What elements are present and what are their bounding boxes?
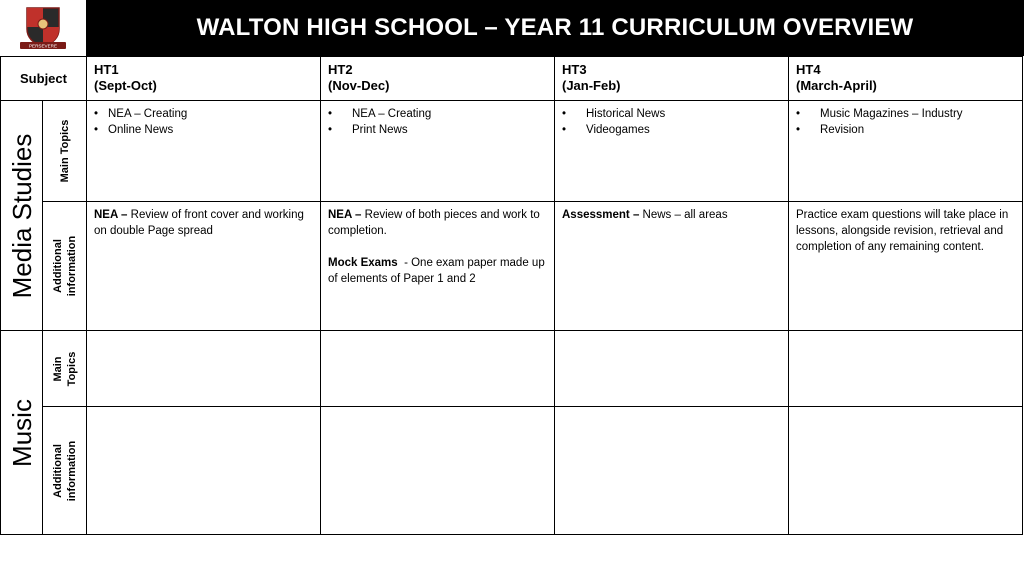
media-subject-cell xyxy=(1,101,43,331)
media-ht2-topics xyxy=(321,101,555,202)
info-text: Review of front cover and working on double Page spread xyxy=(94,209,304,237)
subject-header: Subject xyxy=(1,57,87,101)
label-line: Topics xyxy=(65,351,78,386)
term-months: (Jan-Feb) xyxy=(562,78,621,93)
list-item: • Historical News xyxy=(562,106,781,122)
music-main-topics-row xyxy=(1,331,1023,407)
music-main-label-cell xyxy=(43,331,87,407)
term-header-ht3 xyxy=(555,57,789,101)
music-main-topics-label xyxy=(51,351,79,386)
list-item: • Music Magazines – Industry xyxy=(796,106,1015,122)
crest-motto: PERSEVERE xyxy=(28,43,58,49)
media-ht4-topics xyxy=(789,101,1023,202)
label-line: information xyxy=(65,440,78,501)
media-main-label-cell xyxy=(43,101,87,202)
media-ht4-info xyxy=(789,202,1023,331)
music-ht3-topics xyxy=(555,331,789,407)
media-additional-info-row xyxy=(1,202,1023,331)
list-item: • Print News xyxy=(328,122,547,138)
school-crest-icon xyxy=(17,5,69,51)
label-line: Main xyxy=(51,355,64,382)
list-item: • Revision xyxy=(796,122,1015,138)
info-text: Practice exam questions will take place in lessons, alongside revision, retrieval and completion of any remaining content. xyxy=(796,209,1009,253)
term-code: HT4 xyxy=(796,62,821,77)
music-subject-cell xyxy=(1,331,43,535)
mock-exams-keyword: Mock Exams xyxy=(328,257,398,269)
term-header-ht2 xyxy=(321,57,555,101)
media-ht1-topics xyxy=(87,101,321,202)
music-ht4-topics xyxy=(789,331,1023,407)
info-text: Review of both pieces and work to completion. xyxy=(328,209,540,237)
table-header-row xyxy=(1,57,1023,101)
info-keyword: NEA – xyxy=(328,209,362,221)
media-ht1-info xyxy=(87,202,321,331)
list-item: • Videogames xyxy=(562,122,781,138)
info-keyword: Assessment – xyxy=(562,209,640,221)
info-text: News – all areas xyxy=(639,209,728,221)
term-code: HT1 xyxy=(94,62,119,77)
music-additional-label-cell xyxy=(43,407,87,535)
music-ht1-info xyxy=(87,407,321,535)
media-additional-info-label xyxy=(51,236,79,297)
music-ht3-info xyxy=(555,407,789,535)
term-code: HT2 xyxy=(328,62,353,77)
label-line: Additional xyxy=(51,443,64,498)
mock-exams-text: - One exam paper made up of elements of Paper 1 and 2 xyxy=(328,257,548,285)
info-keyword: NEA – xyxy=(94,209,128,221)
school-logo xyxy=(0,0,86,56)
music-ht4-info xyxy=(789,407,1023,535)
label-line: Additional xyxy=(51,239,64,293)
media-additional-label-cell xyxy=(43,202,87,331)
music-additional-info-row xyxy=(1,407,1023,535)
music-ht1-topics xyxy=(87,331,321,407)
music-subject-label: Music xyxy=(6,398,37,467)
media-ht3-topics xyxy=(555,101,789,202)
curriculum-table xyxy=(0,56,1023,535)
media-ht3-info xyxy=(555,202,789,331)
list-item: • NEA – Creating xyxy=(94,106,313,122)
media-main-topics-label: Main Topics xyxy=(58,119,71,183)
music-additional-info-label xyxy=(51,440,79,501)
term-header-ht4 xyxy=(789,57,1023,101)
term-months: (March-April) xyxy=(796,78,877,93)
term-header-ht1 xyxy=(87,57,321,101)
list-item: • NEA – Creating xyxy=(328,106,547,122)
page-title: WALTON HIGH SCHOOL – YEAR 11 CURRICULUM OVERVIEW xyxy=(196,14,914,41)
media-ht2-info xyxy=(321,202,555,331)
media-main-topics-row xyxy=(1,101,1023,202)
label-line: information xyxy=(65,235,78,297)
media-subject-label: Media Studies xyxy=(6,133,37,298)
term-months: (Sept-Oct) xyxy=(94,78,157,93)
header-bar xyxy=(86,0,1024,56)
music-ht2-topics xyxy=(321,331,555,407)
term-code: HT3 xyxy=(562,62,587,77)
list-item: • Online News xyxy=(94,122,313,138)
music-ht2-info xyxy=(321,407,555,535)
term-months: (Nov-Dec) xyxy=(328,78,390,93)
